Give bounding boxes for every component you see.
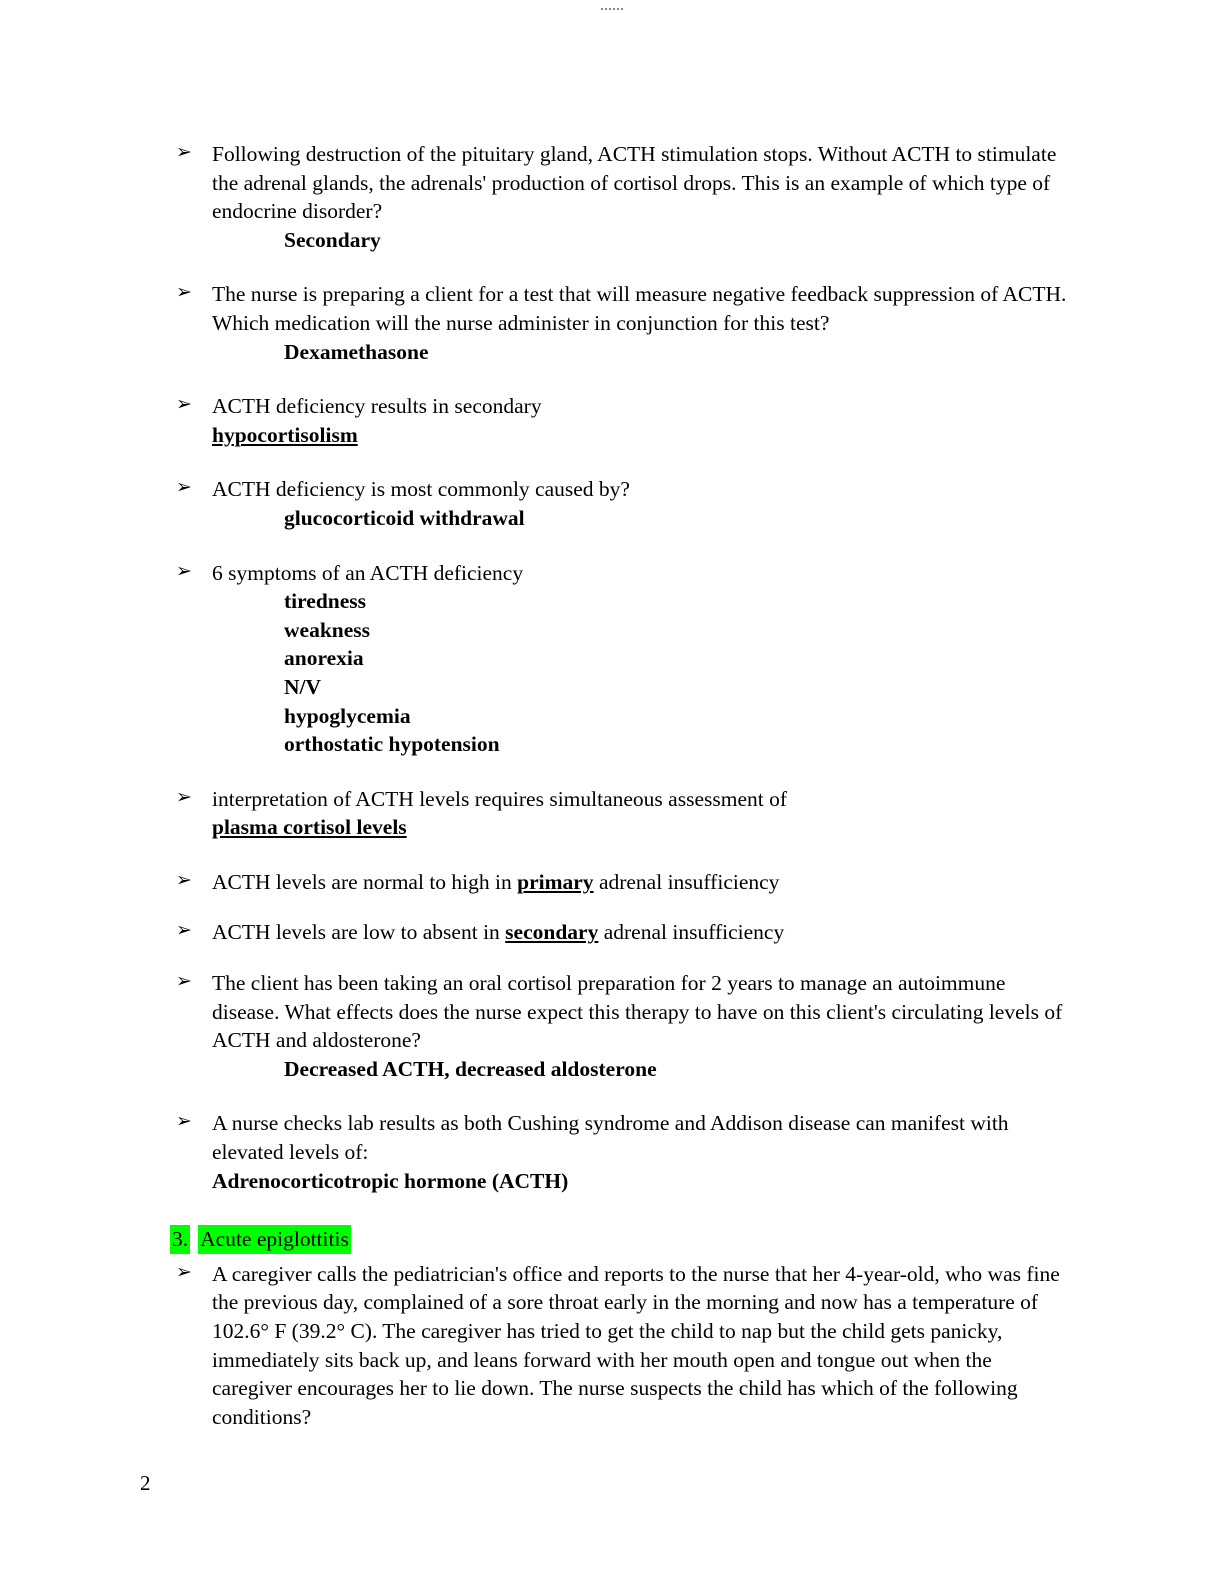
question-text: Following destruction of the pituitary gland, ACTH stimulation stops. Without ACTH to stimulate the adrenal glands, the adrenals' production of cortisol drops. This is an example of which type of endocrine disorder? [212, 142, 1057, 224]
bullet-marker: ➢ [176, 394, 192, 416]
list-item [170, 475, 1070, 532]
bullet-marker: ➢ [176, 971, 192, 993]
question-text: A nurse checks lab results as both Cushing syndrome and Addison disease can manifest with elevated levels of: [212, 1111, 1009, 1165]
answer-text: Decreased ACTH, decreased aldosterone [284, 1056, 657, 1081]
question-text: interpretation of ACTH levels requires simultaneous assessment of [212, 786, 787, 811]
bullet-marker: ➢ [176, 1261, 192, 1283]
bullet-marker: ➢ [176, 282, 192, 304]
question-text: ACTH levels are normal to high in primary adrenal insufficiency [212, 869, 780, 894]
question-text: ACTH deficiency is most commonly caused by? [212, 477, 630, 502]
bullet-marker: ➢ [176, 142, 192, 163]
answer-text: Secondary [284, 227, 381, 252]
bullet-marker: ➢ [176, 477, 192, 499]
list-item [170, 868, 1070, 897]
answer-text: weakness [284, 617, 371, 642]
list-item [170, 969, 1070, 1083]
spacer [170, 533, 1070, 559]
bullet-marker: ➢ [176, 920, 192, 942]
spacer [170, 1195, 1070, 1221]
question-text: ACTH deficiency results in secondary [212, 394, 542, 419]
bullet-marker: ➢ [176, 786, 192, 808]
spacer [170, 1083, 1070, 1109]
bullet-marker: ➢ [176, 560, 192, 582]
spacer [170, 254, 1070, 280]
list-item [170, 1260, 1070, 1432]
section-number: 3. [170, 1225, 190, 1254]
answer-text: glucocorticoid withdrawal [284, 505, 525, 530]
spacer [170, 947, 1070, 969]
section-heading [170, 1225, 1070, 1254]
list-item [170, 280, 1070, 366]
spacer [170, 842, 1070, 868]
question-text: A caregiver calls the pediatrician's office and reports to the nurse that her 4-year-old, who was fine the previous day, complained of a sore throat early in the morning and now has a temperature of 102.6° F (39.2° C). The caregiver has tried to get the child to nap but the child gets panicky, immediately sits back up, and leans forward with her mouth open and tongue out when the caregiver encourages her to lie down. The nurse suspects the child has which of the following conditions? [212, 1261, 1060, 1429]
spacer [170, 366, 1070, 392]
list-item [170, 785, 1070, 842]
answer-text: hypoglycemia [284, 703, 411, 728]
answer-text: plasma cortisol levels [212, 815, 407, 840]
question-text: The nurse is preparing a client for a test that will measure negative feedback suppression of ACTH. Which medication will the nurse administer in conjunction for this test? [212, 282, 1067, 335]
bullet-marker: ➢ [176, 869, 192, 891]
bullet-marker: ➢ [176, 1111, 192, 1133]
answer-text: N/V [284, 674, 322, 699]
answer-text: orthostatic hypotension [284, 732, 500, 757]
question-text: 6 symptoms of an ACTH deficiency [212, 560, 524, 585]
list-item [170, 1109, 1070, 1195]
answer-text: Dexamethasone [284, 339, 429, 364]
answer-text: tiredness [284, 589, 367, 614]
question-text: ACTH levels are low to absent in secondary adrenal insufficiency [212, 920, 785, 945]
list-item [170, 559, 1070, 759]
list-item [170, 140, 1070, 254]
document-body [170, 140, 1070, 1431]
page-number: 2 [140, 1471, 151, 1495]
answer-text: Adrenocorticotropic hormone (ACTH) [212, 1168, 569, 1193]
list-item [170, 918, 1070, 947]
spacer [170, 759, 1070, 785]
spacer [170, 896, 1070, 918]
answer-text: anorexia [284, 646, 364, 671]
section-title: Acute epiglottitis [198, 1225, 351, 1254]
spacer [170, 449, 1070, 475]
question-text: The client has been taking an oral cortisol preparation for 2 years to manage an autoimmune disease. What effects does the nurse expect this therapy to have on this client's circulating levels of ACTH and aldosterone? [212, 971, 1063, 1053]
answer-text: hypocortisolism [212, 422, 358, 447]
list-item [170, 392, 1070, 449]
page-top-mark [601, 4, 623, 10]
